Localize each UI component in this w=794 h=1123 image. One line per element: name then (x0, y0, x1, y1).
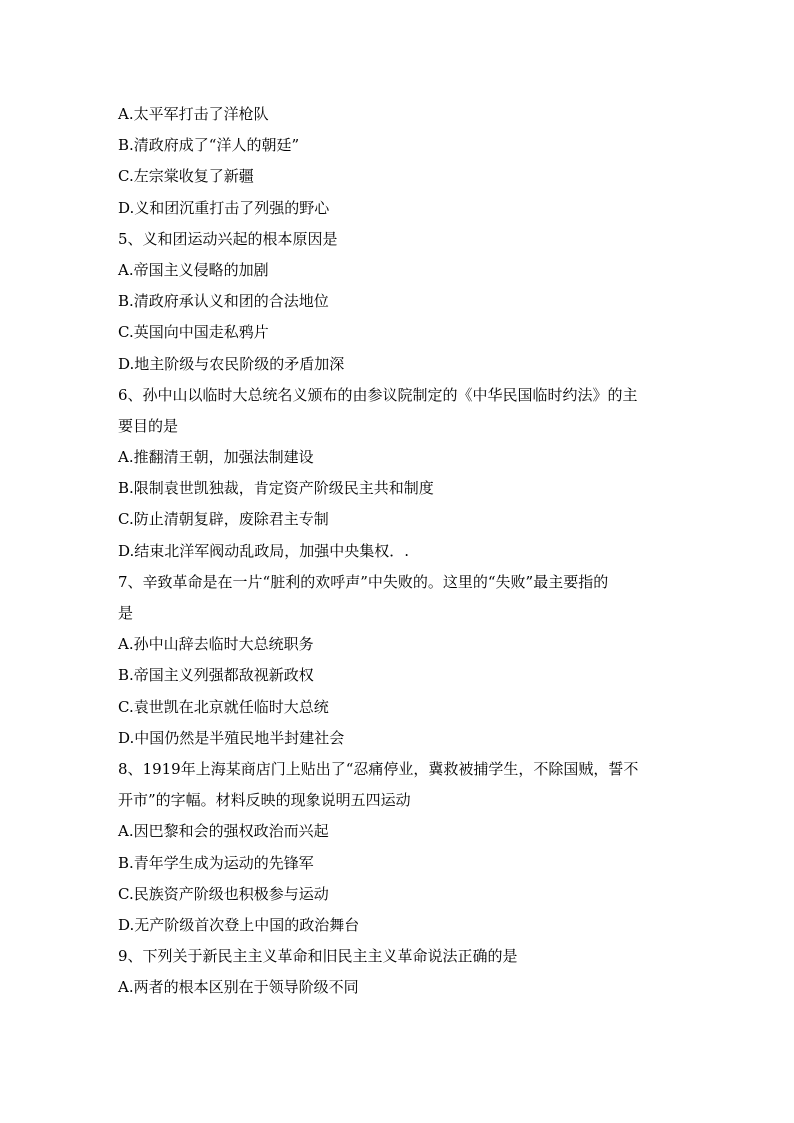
question-line: 5、义和团运动兴起的根本原因是 (118, 229, 338, 248)
option-line: A.因巴黎和会的强权政治而兴起 (118, 822, 329, 841)
option-line: B.限制袁世凯独裁，肯定资产阶级民主共和制度 (118, 479, 434, 498)
question-line: 要目的是 (118, 416, 179, 435)
option-line: A.太平军打击了洋枪队 (118, 105, 269, 123)
option-line: A.孙中山辞去临时大总统职务 (118, 635, 314, 654)
option-line: D.地主阶级与农民阶级的矛盾加深 (118, 354, 345, 373)
option-line: A.推翻清王朝，加强法制建设 (118, 448, 314, 467)
option-line: B.清政府成了“洋人的朝廷” (118, 136, 300, 155)
option-line: C.防止清朝复辟，废除君主专制 (118, 510, 329, 529)
question-line: 7、辛致革命是在一片“脏利的欢呼声”中失败的。这里的“失败”最主要指的 (118, 572, 609, 591)
question-line: 9、下列关于新民主主义革命和旧民主主义革命说法正确的是 (118, 947, 518, 966)
option-line: A.两者的根本区别在于领导阶级不同 (118, 978, 359, 997)
option-line: C.民族资产阶级也积极参与运动 (118, 884, 329, 903)
question-line: 8、1919年上海某商店门上贴出了“忍痛停业，冀救被捕学生，不除国贼，誓不 (118, 759, 639, 778)
option-line: B.青年学生成为运动的先锋军 (118, 853, 314, 872)
option-line: D.义和团沉重打击了列强的野心 (118, 198, 330, 217)
option-line: D.结束北洋军阀动乱政局，加强中央集权．. (118, 541, 410, 560)
option-line: B.帝国主义列强都敌视新政权 (118, 666, 314, 685)
document-body (118, 99, 678, 1003)
question-line: 6、孙中山以临时大总统名义颁布的由参议院制定的《中华民国临时约法》的主 (118, 385, 638, 404)
option-line: D.无产阶级首次登上中国的政治舞台 (118, 915, 360, 934)
option-line: C.袁世凯在北京就任临时大总统 (118, 697, 329, 716)
option-line: A.帝国主义侵略的加剧 (118, 260, 269, 279)
question-line: 是 (118, 604, 134, 622)
option-line: B.清政府承认义和团的合法地位 (118, 292, 329, 311)
question-line: 开市”的字幅。材料反映的现象说明五四运动 (118, 791, 411, 810)
option-line: D.中国仍然是半殖民地半封建社会 (118, 728, 345, 747)
option-line: C.英国向中国走私鸦片 (118, 323, 269, 342)
option-line: C.左宗棠收复了新疆 (118, 167, 254, 186)
